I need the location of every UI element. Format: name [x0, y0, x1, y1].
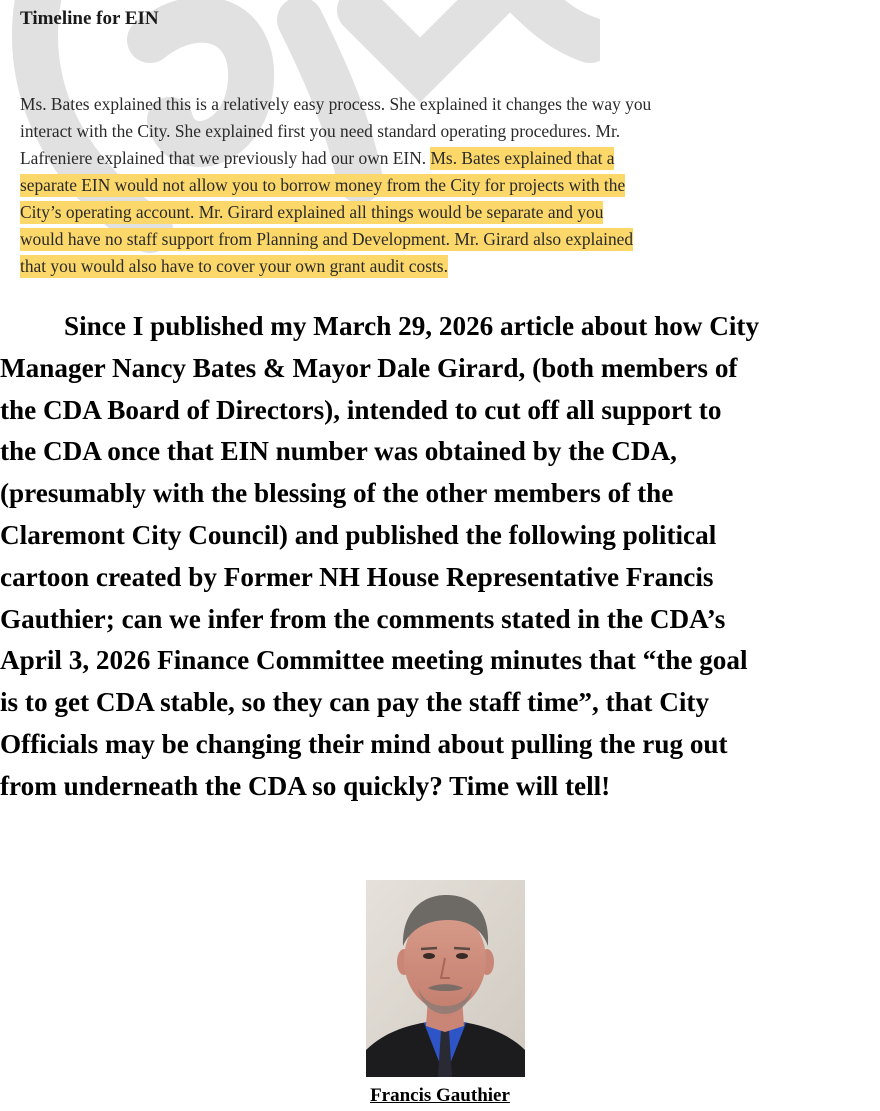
article-line: Manager Nancy Bates & Mayor Dale Girard, (both members of: [0, 352, 738, 383]
portrait-caption: Francis Gauthier: [370, 1085, 510, 1106]
highlighted-text: that you would also have to cover your own grant audit costs.: [20, 256, 448, 276]
article-line: cartoon created by Former NH House Representative Francis: [0, 561, 714, 592]
excerpt-line-6: [20, 226, 865, 253]
highlighted-text: Ms. Bates explained that a: [430, 148, 615, 168]
article-line: (presumably with the blessing of the other members of the: [0, 478, 674, 509]
excerpt-line-5: [20, 199, 865, 226]
portrait-illustration: [366, 880, 525, 1077]
excerpt-title: Timeline for EIN: [20, 8, 159, 29]
highlighted-text: City’s operating account. Mr. Girard explained all things would be separate and you: [20, 202, 604, 222]
article-line: Officials may be changing their mind about pulling the rug out: [0, 728, 728, 759]
article-line: from underneath the CDA so quickly? Time will tell!: [0, 770, 611, 801]
excerpt-line-4: [20, 172, 865, 199]
minutes-excerpt: [20, 91, 865, 280]
article-paragraph: [0, 306, 880, 808]
excerpt-line-3: Lafreniere explained that we previously had our own EIN. Ms. Bates explained that a: [20, 148, 615, 168]
article-line: is to get CDA stable, so they can pay the staff time”, that City: [0, 687, 710, 718]
excerpt-line-2: interact with the City. She explained first you need standard operating procedures. Mr.: [20, 121, 621, 141]
highlighted-text: would have no staff support from Planning and Development. Mr. Girard also explained: [20, 229, 634, 249]
excerpt-line-7: [20, 253, 865, 280]
excerpt-line-1: Ms. Bates explained this is a relatively easy process. She explained it changes the way you: [20, 94, 652, 114]
article-line: Since I published my March 29, 2026 article about how City: [64, 311, 760, 341]
highlighted-text: separate EIN would not allow you to borrow money from the City for projects with the: [20, 175, 626, 195]
article-line: Gauthier; can we infer from the comments stated in the CDA’s: [0, 603, 726, 634]
article-line: the CDA Board of Directors), intended to cut off all support to: [0, 394, 722, 425]
article-line: Claremont City Council) and published the following political: [0, 519, 717, 550]
article-line: the CDA once that EIN number was obtained by the CDA,: [0, 436, 677, 467]
article-line: April 3, 2026 Finance Committee meeting minutes that “the goal: [0, 645, 748, 676]
portrait-photo: [366, 880, 525, 1077]
